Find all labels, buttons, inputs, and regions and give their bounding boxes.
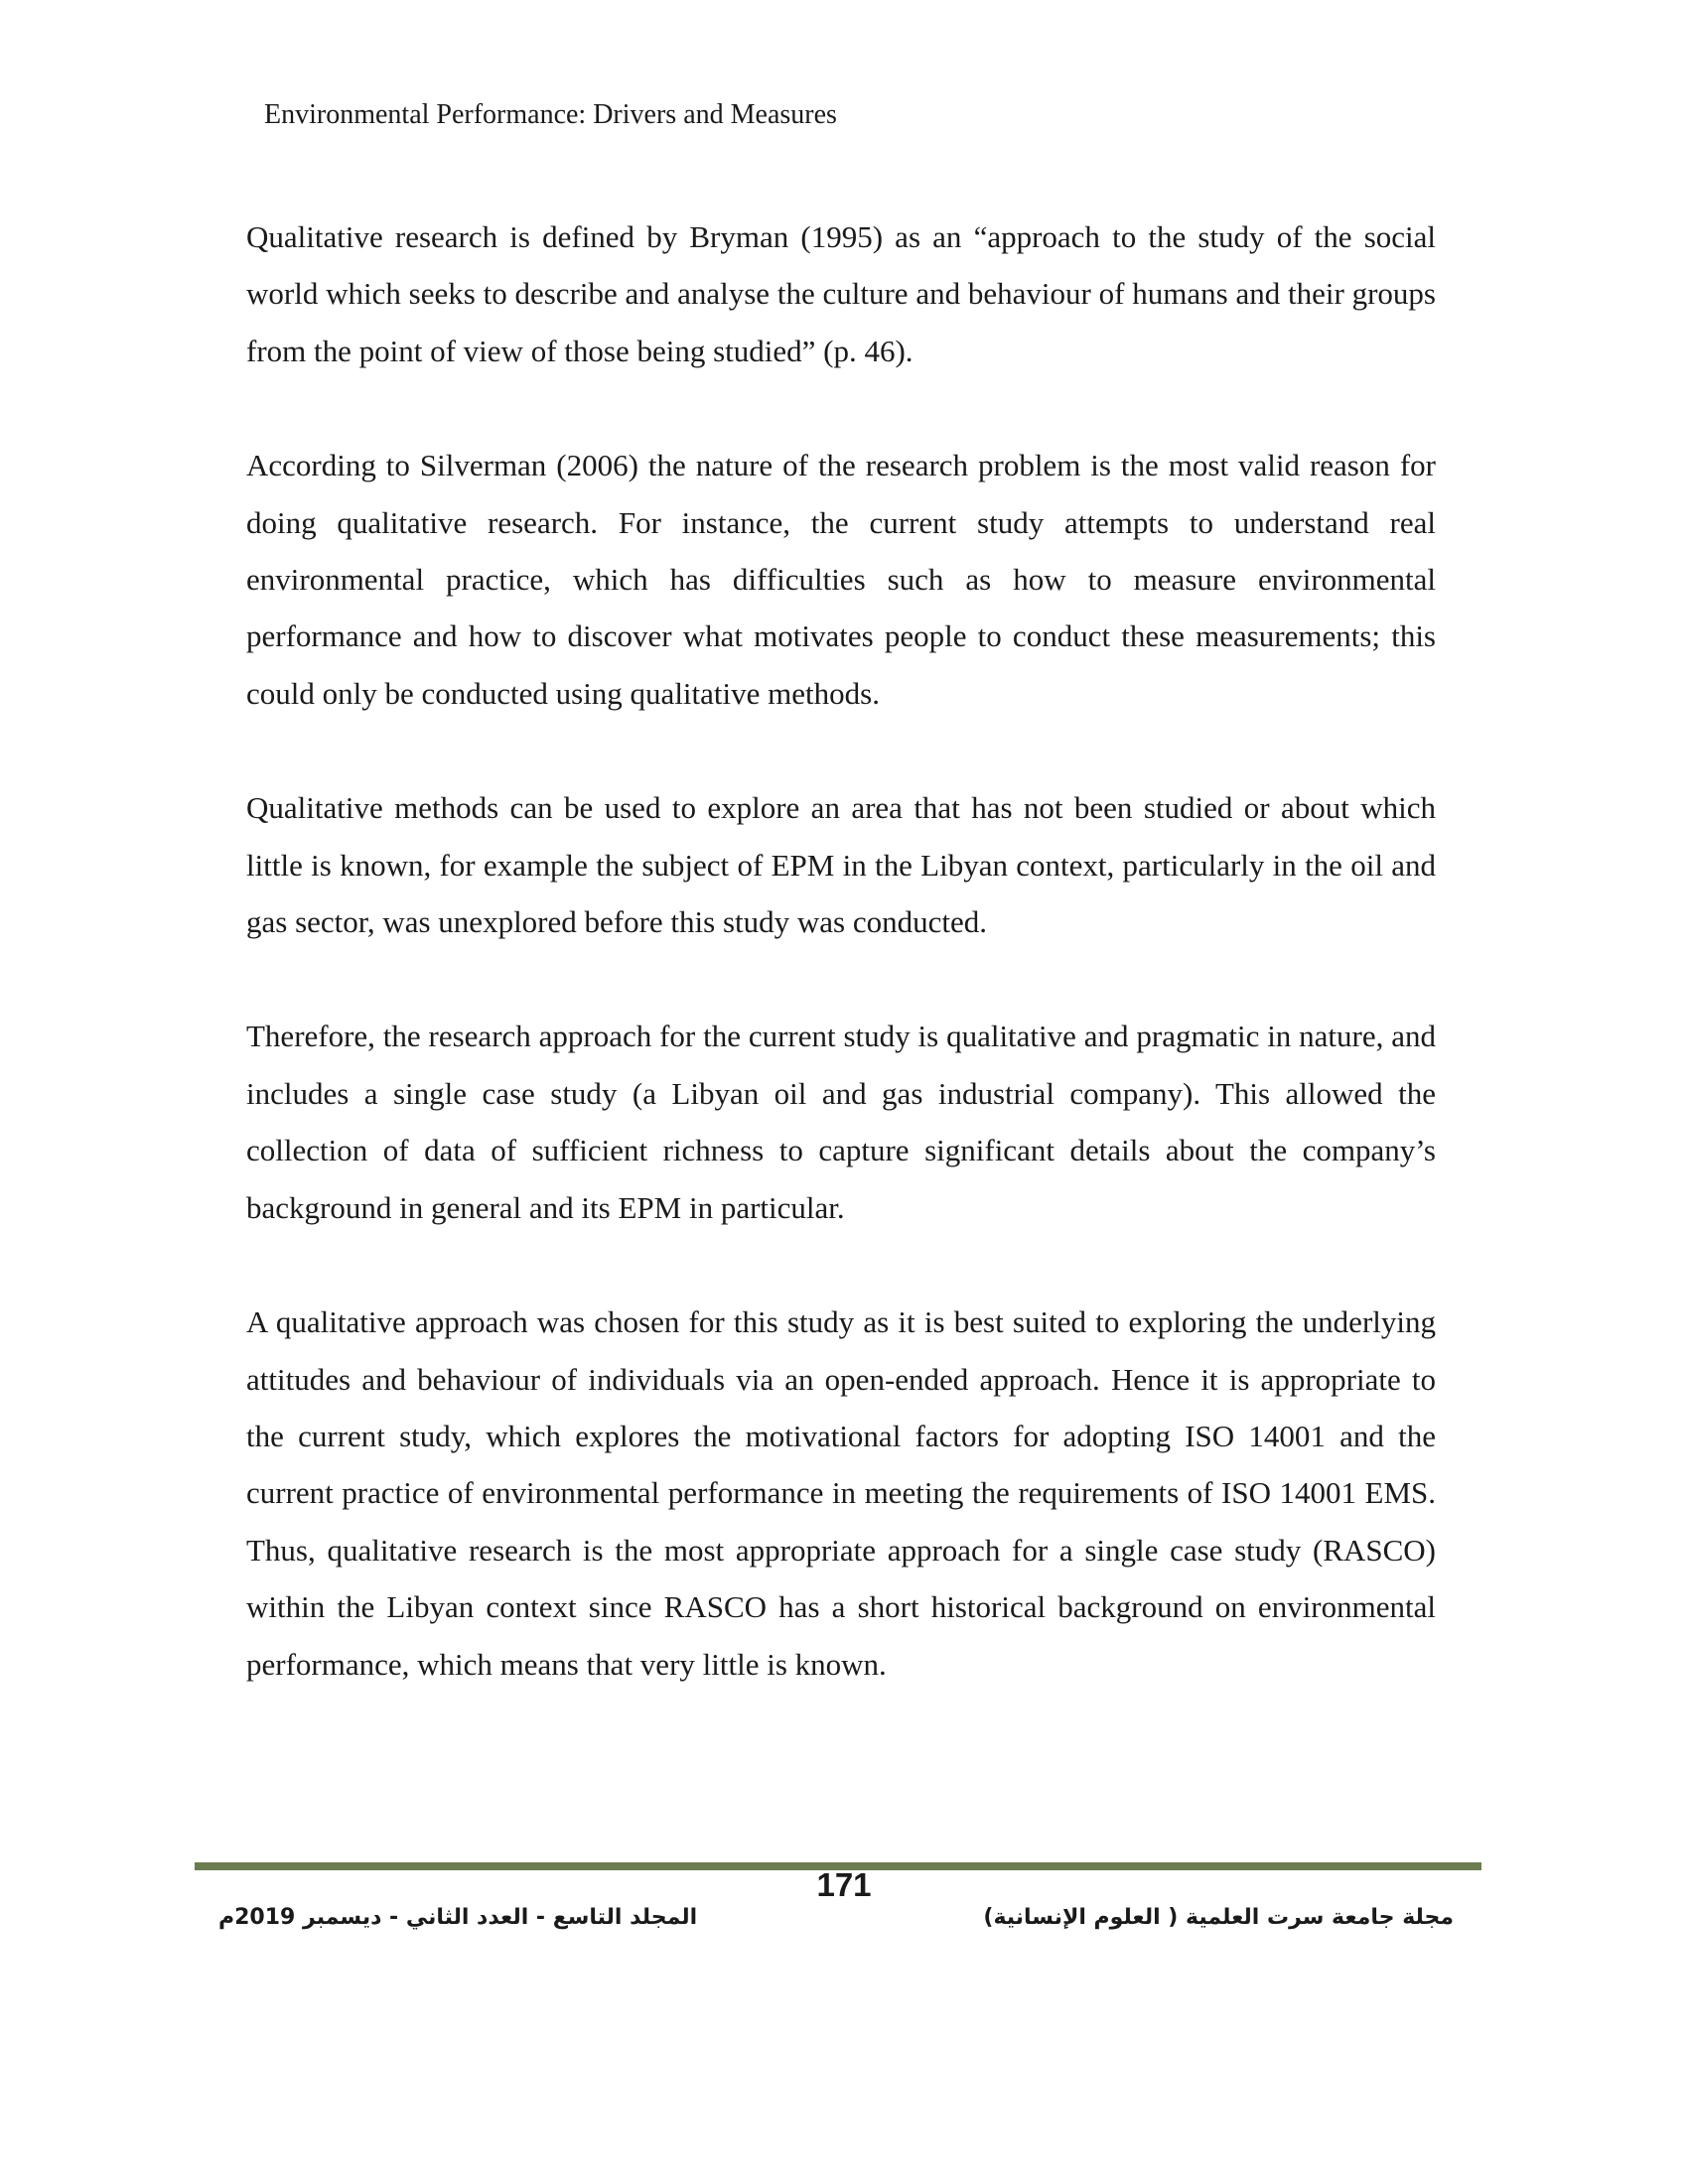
paragraph-3: Qualitative methods can be used to explore an area that has not been studied or about which little is known, for example the subject of EPM in the Libyan context, particularly in the oil and gas sector, was unexplored before this study was conducted. xyxy=(246,790,1436,940)
footer-issue-info: المجلد التاسع - العدد الثاني - ديسمبر 2019م xyxy=(218,1905,698,1930)
page-number: 171 xyxy=(816,1866,872,1903)
paragraph-4: Therefore, the research approach for the current study is qualitative and pragmatic in nature, and includes a single case study (a Libyan oil and gas industrial company). This allowed the collection of data of sufficient richness to capture significant details about the company’s background in general and its EPM in particular. xyxy=(246,1019,1436,1225)
footer-journal-name: مجلة جامعة سرت العلمية ( العلوم الإنسانية) xyxy=(983,1905,1454,1930)
paragraph-2: According to Silverman (2006) the nature of the research problem is the most valid reason for doing qualitative research. For instance, the current study attempts to understand real environmental practice, which has difficulties such as how to measure environmental performance and how to discover what motivates people to conduct these measurements; this could only be conducted using qualitative methods. xyxy=(246,448,1436,711)
article-body xyxy=(246,208,1436,1750)
paragraph-5: A qualitative approach was chosen for this study as it is best suited to exploring the underlying attitudes and behaviour of individuals via an open-ended approach. Hence it is appropriate to the current study, which explores the motivational factors for adopting ISO 14001 and the current practice of environmental performance in meeting the requirements of ISO 14001 EMS. Thus, qualitative research is the most appropriate approach for a single case study (RASCO) within the Libyan context since RASCO has a short historical background on environmental performance, which means that very little is known. xyxy=(246,1304,1436,1682)
paragraph-1: Qualitative research is defined by Bryman (1995) as an “approach to the study of the social world which seeks to describe and analyse the culture and behaviour of humans and their groups from the point of view of those being studied” (p. 46). xyxy=(246,219,1436,368)
running-header-title: Environmental Performance: Drivers and Measures xyxy=(264,99,837,130)
